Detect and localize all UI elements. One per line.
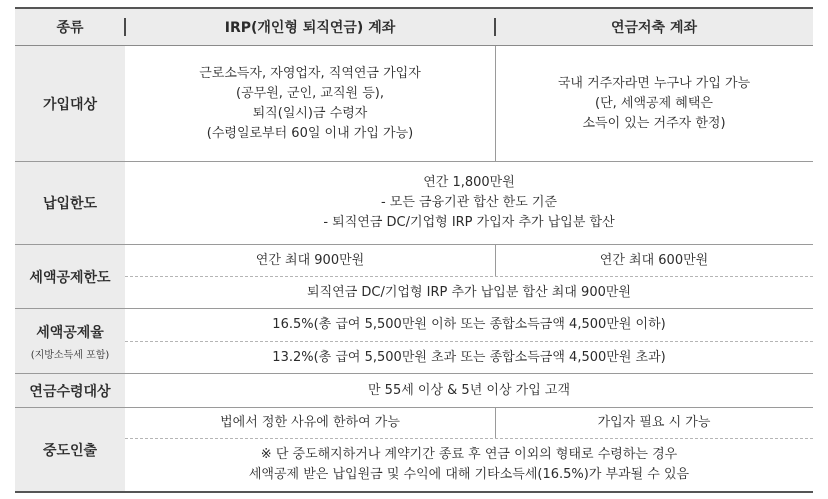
deduction-limit-irp-cell: 연간 최대 900만원 bbox=[255, 252, 365, 268]
eligibility-pension-cell bbox=[495, 46, 813, 161]
eligibility-pension-line: (단, 세액공제 혜택은 bbox=[595, 95, 713, 111]
deduction-rate-line-2: 13.2%(총 급여 5,500만원 초과 또는 종합소득금액 4,500만원 초과) bbox=[272, 349, 666, 365]
row-label-eligibility bbox=[15, 46, 125, 161]
eligibility-irp-line: (수령일로부터 60일 이내 가입 가능) bbox=[206, 125, 414, 141]
withdrawal-note-cell bbox=[125, 439, 813, 491]
withdrawal-note-line: 세액공제 받은 납입원금 및 수익에 대해 기타소득세(16.5%)가 부과될 수 있음 bbox=[248, 467, 690, 482]
row-label-text: 중도인출 bbox=[42, 442, 98, 459]
row-label-text: 연금수령대상 bbox=[29, 383, 111, 400]
row-label-text: 세액공제율 bbox=[36, 324, 104, 341]
eligibility-pension-line: 국내 거주자라면 누구나 가입 가능 bbox=[557, 75, 751, 91]
row-label-receipt bbox=[15, 374, 125, 407]
row-label-text: 세액공제한도 bbox=[29, 269, 111, 286]
header-pension: 연금저축 계좌 bbox=[495, 9, 813, 45]
eligibility-irp-cell bbox=[125, 46, 495, 161]
header-irp: IRP(개인형 퇴직연금) 계좌 bbox=[125, 9, 495, 45]
deduction-rate-line-1: 16.5%(총 급여 5,500만원 이하 또는 종합소득금액 4,500만원 이하) bbox=[272, 317, 666, 332]
table-bottom-border bbox=[15, 491, 813, 493]
limit-line: - 퇴직연금 DC/기업형 IRP 가입자 추가 납입분 합산 bbox=[323, 215, 615, 230]
withdrawal-pension-cell: 가입자 필요 시 가능 bbox=[597, 415, 711, 430]
row-label-withdrawal bbox=[15, 408, 125, 491]
row-label-text: 가입대상 bbox=[42, 96, 98, 113]
deduction-limit-shared-cell: 퇴직연금 DC/기업형 IRP 추가 납입분 합산 최대 900만원 bbox=[307, 284, 631, 300]
header-separator bbox=[494, 18, 496, 36]
withdrawal-note-line: ※ 단 중도해지하거나 계약기간 종료 후 연금 이외의 형태로 수령하는 경우 bbox=[260, 447, 678, 462]
eligibility-irp-line: 퇴직(일시)금 수령자 bbox=[252, 105, 368, 121]
row-label-deduction-limit bbox=[15, 245, 125, 308]
header-separator bbox=[124, 18, 126, 36]
limit-line: 연간 1,800만원 bbox=[423, 175, 515, 190]
limit-line: - 모든 금융기관 합산 한도 기준 bbox=[380, 195, 558, 210]
pension-comparison-table bbox=[15, 7, 813, 493]
header-type: 종류 bbox=[15, 9, 125, 45]
eligibility-irp-line: (공무원, 군인, 교직원 등), bbox=[236, 85, 384, 101]
eligibility-irp-line: 근로소득자, 자영업자, 직역연금 가입자 bbox=[199, 65, 421, 81]
receipt-cell: 만 55세 이상 & 5년 이상 가입 고객 bbox=[367, 382, 570, 398]
row-label-deduction-rate bbox=[15, 309, 125, 373]
row-label-text: 납입한도 bbox=[42, 196, 98, 212]
row-label-limit bbox=[15, 162, 125, 244]
deduction-limit-pension-cell: 연간 최대 600만원 bbox=[599, 252, 709, 268]
row-sublabel: (지방소득세 포함) bbox=[30, 349, 110, 361]
withdrawal-irp-cell: 법에서 정한 사유에 한하여 가능 bbox=[220, 415, 400, 430]
limit-cell bbox=[125, 162, 813, 244]
eligibility-pension-line: 소득이 있는 거주자 한정) bbox=[582, 115, 726, 131]
